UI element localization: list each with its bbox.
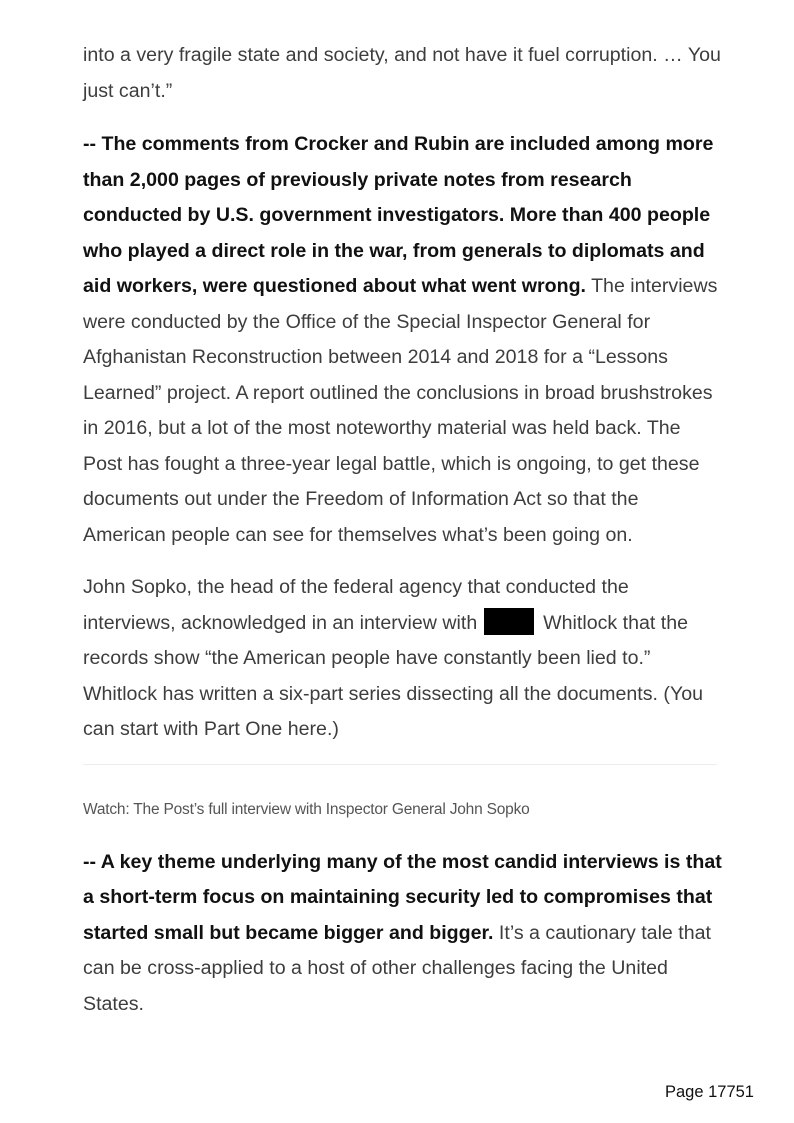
redaction-block <box>484 608 534 635</box>
paragraph-quote-end <box>83 38 723 109</box>
section-divider <box>83 764 717 765</box>
paragraph-text-before: John Sopko, the head of the federal agency that conducted the interviews, acknowledged in an interview with <box>83 576 629 634</box>
paragraph-text: The interviews were conducted by the Office of the Special Inspector General for Afghanistan Reconstruction between 2014 and 2018 for a “Lessons Learned” project. A report outlined the conclusions in broad brushstrokes in 2016, but a lot of the most noteworthy material was held back. The Post has fought a three-year legal battle, which is ongoing, to get these documents out under the Freedom of Information Act so that the American people can see for themselves what’s been going on. <box>83 275 718 546</box>
paragraph-text: into a very fragile state and society, and not have it fuel corruption. … You just can’t.” <box>83 44 721 102</box>
paragraph-lead-bold: -- A key theme underlying many of the most candid interviews is that a short-term focus on maintaining security led to compromises that started small but became bigger and bigger. <box>83 850 722 944</box>
paragraph-key-theme <box>83 845 723 1023</box>
paragraph-text-after: Whitlock that the records show “the American people have constantly been lied to.” Whitlock has written a six-part series dissecting all the documents. (You can start with Part One here.) <box>83 611 704 740</box>
paragraph-sopko <box>83 570 723 748</box>
paragraph-interviews <box>83 127 723 553</box>
video-caption: Watch: The Post’s full interview with Inspector General John Sopko <box>83 800 530 818</box>
paragraph-text: It’s a cautionary tale that can be cross-applied to a host of other challenges facing the United States. <box>83 921 711 1015</box>
article-body <box>83 38 723 1022</box>
paragraph-lead-bold: -- The comments from Crocker and Rubin are included among more than 2,000 pages of previously private notes from research conducted by U.S. government investigators. More than 400 people who played a direct role in the war, from generals to diplomats and aid workers, were questioned about what went wrong. <box>83 133 714 297</box>
page-number: Page 17751 <box>664 1083 754 1101</box>
